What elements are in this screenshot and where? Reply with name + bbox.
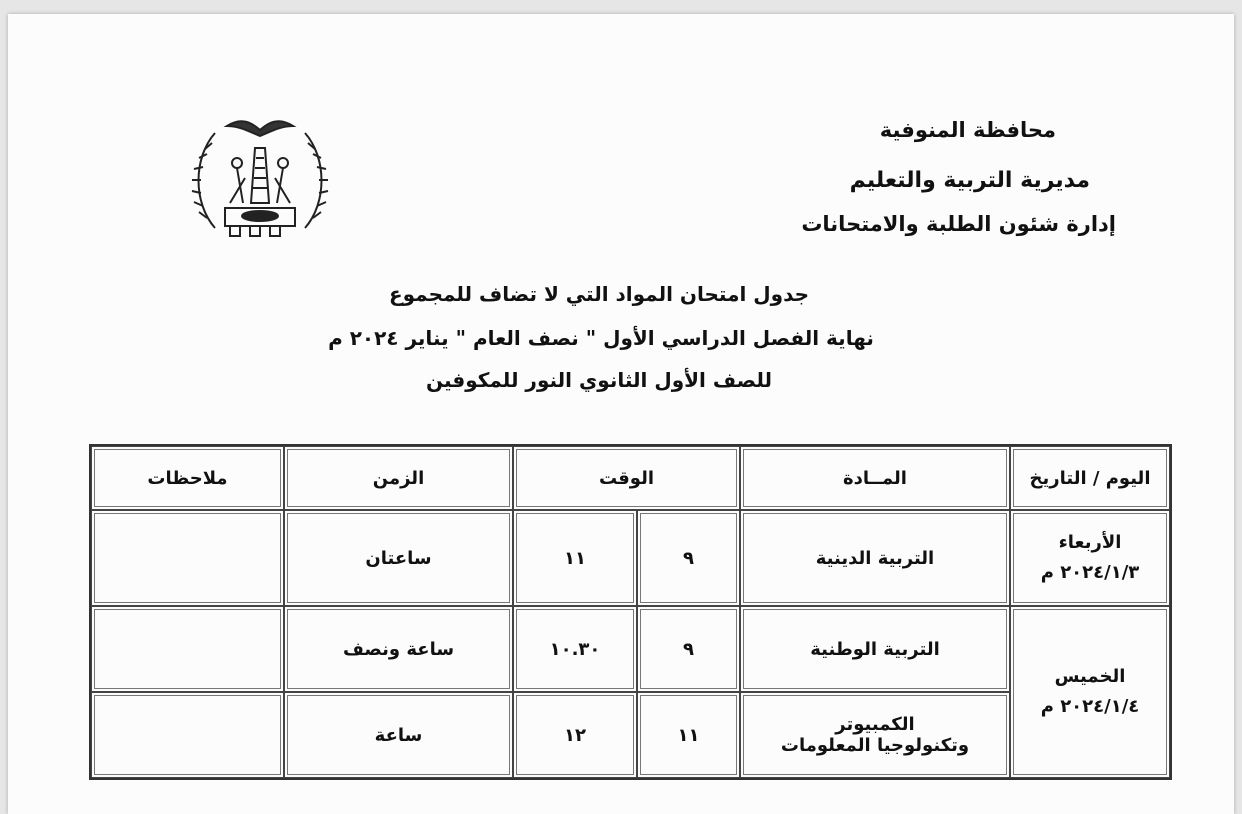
exam-date: ٢٠٢٤/١/٤ م [1040,696,1140,717]
time-from-cell: ٩ [637,510,740,606]
header-duration: الزمن [284,446,513,510]
subject-cell: التربية الوطنية [740,606,1010,692]
ministry-emblem [185,108,335,248]
day-name: الأربعاء [1058,532,1122,553]
header-day-date: اليوم / التاريخ [1010,446,1170,510]
table-header-row [91,446,1170,510]
exam-schedule-table [89,444,1172,780]
notes-cell [91,510,284,606]
notes-cell [91,692,284,778]
day-date-cell [1010,510,1170,606]
exam-date: ٢٠٢٤/١/٣ م [1040,562,1140,583]
subject-cell [740,692,1010,778]
table-row [91,692,1170,778]
time-from-cell: ١١ [637,692,740,778]
schedule-title: جدول امتحان المواد التي لا تضاف للمجموع [388,282,810,306]
table-row [91,510,1170,606]
header-time: الوقت [513,446,740,510]
duration-cell: ساعة [284,692,513,778]
header-notes: ملاحظات [91,446,284,510]
time-to-cell: ١٢ [513,692,637,778]
table-row [91,606,1170,692]
administration-name: إدارة شئون الطلبة والامتحانات [801,212,1116,236]
day-date-cell [1010,606,1170,778]
subject-line: وتكنولوجيا المعلومات [780,735,970,756]
subject-line: الكمبيوتر [835,714,915,735]
directorate-name: مديرية التربية والتعليم [849,168,1090,193]
notes-cell [91,606,284,692]
duration-cell: ساعتان [284,510,513,606]
time-to-cell: ١٠.٣٠ [513,606,637,692]
subject-cell: التربية الدينية [740,510,1010,606]
schedule-class: للصف الأول الثانوي النور للمكوفين [425,368,773,392]
duration-cell: ساعة ونصف [284,606,513,692]
header-subject: المــادة [740,446,1010,510]
time-from-cell: ٩ [637,606,740,692]
time-to-cell: ١١ [513,510,637,606]
schedule-term: نهاية الفصل الدراسي الأول " نصف العام " يناير ٢٠٢٤ م [328,326,874,350]
day-name: الخميس [1054,666,1126,687]
governorate-name: محافظة المنوفية [879,118,1056,142]
